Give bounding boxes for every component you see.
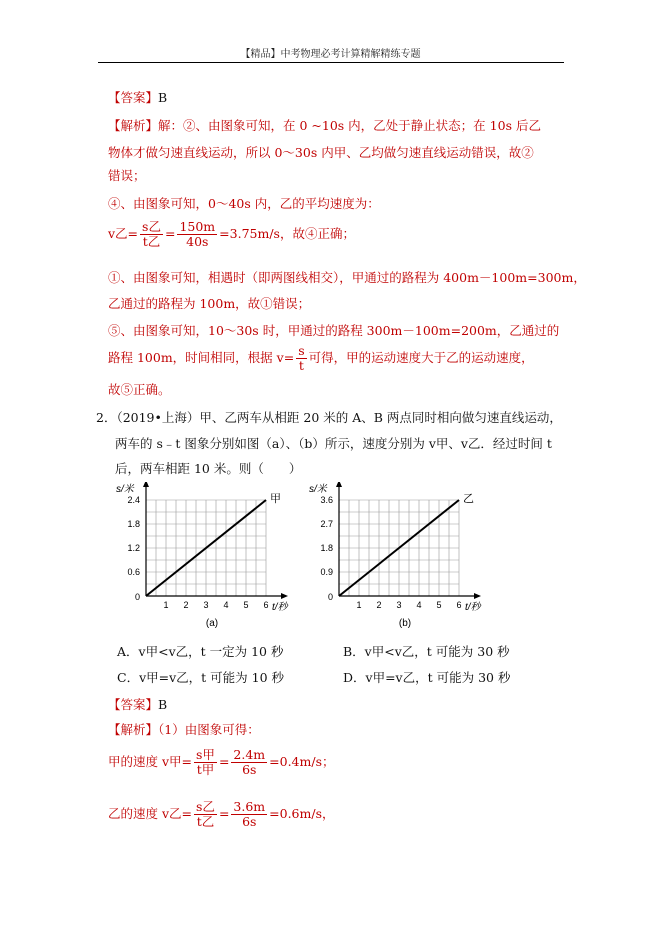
chart-b-xtick-label: 4 [416,600,422,610]
chart-a-ytick-label: 0.6 [127,567,140,577]
q1-answer-label: 【答案】 [108,90,159,105]
chart-b-ylabel: s/米 [309,484,327,495]
chart-a-ytick-label: 1.2 [127,543,140,553]
q2-option-d: D．v甲=v乙，t 可能为 30 秒 [343,670,511,685]
q2-v1-fraction2 [231,748,267,777]
chart-a-x-arrow [281,593,288,599]
q2-analysis-label: 【解析】 [108,722,159,737]
header-divider [98,62,564,63]
q2-v1-fraction1 [194,748,217,777]
q1-line9-a: 路程 100m，时间相同，根据 v= [108,350,295,365]
q2-v2-fraction1 [194,800,217,829]
q1-formula-rhs: =3.75m/s，故④正确； [219,226,355,241]
chart-b-xtick-label: 3 [396,600,402,610]
q2-stem-line1: 2．（2019•上海）甲、乙两车从相距 20 米的 A、B 两点同时相向做匀速直线运动， [96,410,562,425]
chart-b-caption: (b) [398,618,412,629]
q2-option-c: C．v甲=v乙，t 可能为 10 秒 [117,670,285,685]
q1-formula [108,220,355,249]
chart-b-x-arrow [474,593,481,599]
chart-b-ytick-label: 0.9 [320,567,333,577]
q1-analysis-text1: 解：②、由图象可知，在 0 ~10s 内，乙处于静止状态；在 10s 后乙 [158,118,541,133]
chart-b-xtick-label: 2 [376,600,382,610]
q1-analysis-label: 【解析】 [108,118,159,133]
chart-b-xlabel: t/秒 [465,602,481,613]
q1-analysis-line3: 错误； [108,168,146,183]
chart-b-series-label: 乙 [463,493,474,505]
q1-analysis-line8: ⑤、由图象可知，10～30s 时，甲通过的路程 300m－100m=200m，乙通过的 [108,323,560,338]
chart-b-ytick-label: 1.8 [320,543,333,553]
q1-formula-fraction1 [140,220,163,249]
q2-analysis-text: （1）由图象可得： [158,722,260,737]
q2-v2-fraction2 [231,800,267,829]
q2-v2-label: 乙的速度 v乙= [108,806,193,821]
q2-v1-num2: 2.4m [233,747,266,762]
q2-stem-line2: 两车的 s﹣t 图象分别如图（a）、（b）所示，速度分别为 v甲、v乙．经过时间 t [115,436,552,451]
q1-analysis-line1 [108,116,541,134]
chart-b-ytick-label: 0 [327,592,333,602]
q1-formula-num1: s乙 [142,219,161,234]
q1-analysis-line10: 故⑤正确。 [108,382,171,397]
chart-a-xtick-label: 1 [163,600,169,610]
chart-b-y-arrow [336,482,342,487]
chart-a-xtick-label: 3 [203,600,209,610]
chart-a-ylabel: s/米 [116,484,134,495]
q1-formula-lhs: v乙= [108,226,139,241]
chart-b-xtick-label: 5 [436,600,442,610]
q2-answer [108,695,167,713]
q2-option-a: A．v甲<v乙，t 一定为 10 秒 [117,644,284,659]
q1-analysis-line2: 物体才做匀速直线运动，所以 0～30s 内甲、乙均做匀速直线运动错误，故② [108,145,534,160]
q1-formula-eq: = [164,226,176,241]
q2-v2-num1: s乙 [196,799,215,814]
chart-a-ytick-label: 0 [134,592,140,602]
q1-analysis-line7: 乙通过的路程为 100m，故①错误； [108,296,311,311]
chart-a-xtick-label: 6 [263,600,269,610]
q2-answer-value: B [158,697,168,712]
q1-line9-fraction [296,344,306,373]
q2-v2-rhs: =0.6m/s， [269,806,335,821]
q1-line9-b: 可得，甲的运动速度大于乙的运动速度， [308,350,534,365]
q1-answer-value: B [158,90,168,105]
chart-a-xtick-label: 2 [183,600,189,610]
q2-v2-den1: t乙 [196,814,215,829]
q2-velocity-yi [108,800,335,829]
chart-b-xtick-label: 6 [456,600,462,610]
q1-analysis-line4: ④、由图象可知，0～40s 内，乙的平均速度为： [108,196,380,211]
q1-formula-den2: 40s [186,234,209,249]
q1-formula-den1: t乙 [142,234,161,249]
chart-a-y-arrow [143,482,149,487]
q1-analysis-line6: ①、由图象可知，相遇时（即两图线相交），甲通过的路程为 400m－100m=300m， [108,270,586,285]
q2-v2-num2: 3.6m [233,799,266,814]
chart-b-ytick-label: 2.7 [320,519,333,529]
q2-answer-label: 【答案】 [108,697,159,712]
q2-v1-rhs: =0.4m/s； [269,754,335,769]
q2-analysis [108,720,260,738]
q2-option-b: B．v甲<v乙，t 可能为 30 秒 [343,644,510,659]
q1-formula-fraction2 [177,220,217,249]
q2-v2-eq: = [218,806,230,821]
q2-stem-line3: 后，两车相距 10 米。则（ ） [115,461,302,476]
q1-analysis-line9 [108,344,534,373]
chart-a-caption: (a) [205,618,219,629]
q2-v1-label: 甲的速度 v甲= [108,754,193,769]
header-title: 【精品】中考物理必考计算精解精练专题 [240,49,421,60]
chart-b [305,482,505,632]
chart-a [112,482,312,632]
q1-line9-den: t [298,358,304,373]
chart-a-xtick-label: 4 [223,600,229,610]
chart-a-xlabel: t/秒 [272,602,288,613]
q2-v1-den2: 6s [242,762,257,777]
q2-velocity-jia [108,748,335,777]
chart-a-xtick-label: 5 [243,600,249,610]
q2-v1-den1: t甲 [196,762,215,777]
q2-v1-num1: s甲 [196,747,215,762]
chart-a-ytick-label: 1.8 [127,519,140,529]
q1-line9-num: s [298,343,305,358]
chart-b-xtick-label: 1 [356,600,362,610]
chart-a-ytick-label: 2.4 [127,495,140,505]
q2-v2-den2: 6s [242,814,257,829]
q1-formula-num2: 150m [179,219,216,234]
chart-b-ytick-label: 3.6 [320,495,333,505]
q2-v1-eq: = [218,754,230,769]
chart-a-series-label: 甲 [270,493,281,505]
q1-answer [108,88,167,106]
